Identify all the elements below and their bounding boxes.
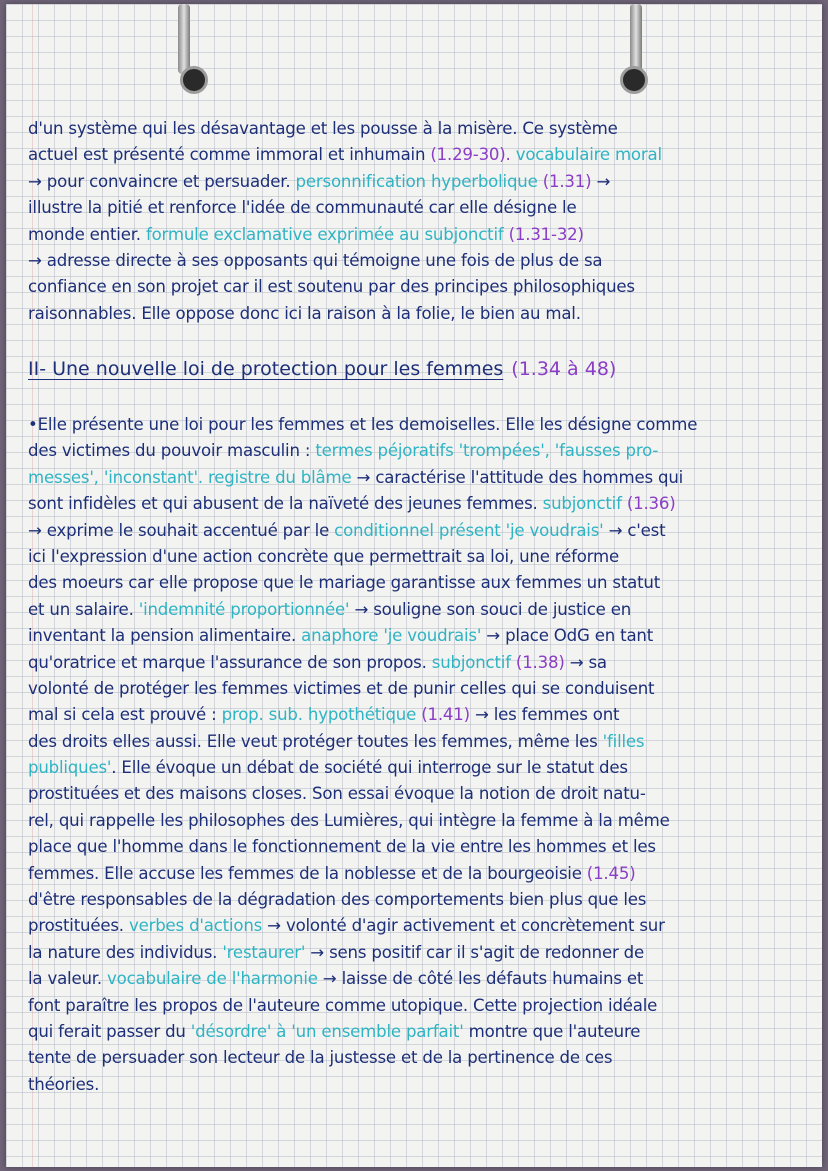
text-line — [28, 702, 820, 728]
text-line — [28, 597, 820, 623]
text-run: → sa — [564, 652, 607, 672]
annotation-run: vocabulaire de l'harmonie — [107, 969, 318, 989]
annotation-run: verbes d'actions — [128, 916, 263, 936]
analysis-paragraph-1 — [28, 116, 820, 327]
text-run: théories. — [28, 1074, 100, 1094]
text-run: → les femmes ont — [469, 705, 620, 725]
text-line — [28, 491, 820, 517]
text-run: → adresse directe à ses opposants qui témoigne une fois de plus de sa — [28, 250, 603, 270]
text-line — [28, 544, 820, 570]
text-run: rel, qui rappelle les philosophes des Lumières, qui intègre la femme à la même — [28, 810, 670, 830]
text-line — [28, 1072, 820, 1098]
annotation-run: publiques' — [28, 758, 112, 778]
text-run: femmes. Elle accuse les femmes de la noblesse et de la bourgeoisie — [28, 863, 587, 883]
line-reference: (1.31) — [542, 171, 592, 191]
text-line — [28, 438, 820, 464]
text-line — [28, 1019, 820, 1045]
text-run: → place OdG en tant — [481, 626, 654, 646]
text-line — [28, 195, 820, 221]
annotation-run: prop. sub. hypothétique — [221, 705, 422, 725]
section-heading-line-ref: (1.34 à 48) — [511, 358, 617, 380]
text-run: la valeur. — [28, 969, 108, 989]
text-line — [28, 729, 820, 755]
text-run: monde entier. — [28, 224, 146, 244]
text-run: inventant la pension alimentaire. — [28, 626, 302, 646]
text-run: illustre la pitié et renforce l'idée de communauté car elle désigne le — [28, 198, 577, 218]
text-run: ici l'expression d'une action concrète que permettrait sa loi, une réforme — [28, 546, 619, 566]
text-run: confiance en son projet car il est soutenu par des principes philosophiques — [28, 277, 635, 297]
text-run: des victimes du pouvoir masculin : — [28, 441, 316, 461]
text-run: la nature des individus. — [28, 942, 223, 962]
text-run: tente de persuader son lecteur de la justesse et de la pertinence de ces — [28, 1048, 613, 1068]
text-run: place que l'homme dans le fonctionnement de la vie entre les hommes et les — [28, 837, 656, 857]
annotation-run: anaphore 'je voudrais' — [301, 626, 482, 646]
text-line — [28, 940, 820, 966]
text-line — [28, 301, 820, 327]
text-line — [28, 993, 820, 1019]
analysis-paragraph-2 — [28, 412, 820, 1098]
text-line — [28, 676, 820, 702]
line-reference: (1.41) — [421, 705, 470, 725]
text-run: → souligne son souci de justice en — [349, 599, 632, 619]
punch-hole-right — [620, 66, 648, 94]
text-line — [28, 222, 820, 248]
notebook-page — [6, 4, 822, 1167]
text-run: prostituées et des maisons closes. Son essai évoque la notion de droit natu- — [28, 784, 646, 804]
text-run: •Elle présente une loi pour les femmes et les demoiselles. Elle les désigne comme — [28, 415, 698, 434]
text-run: font paraître les propos de l'auteure comme utopique. Cette projection idéale — [28, 995, 658, 1015]
annotation-run: subjonctif — [542, 494, 627, 514]
text-run: raisonnables. Elle oppose donc ici la raison à la folie, le bien au mal. — [28, 303, 581, 323]
text-run: → caractérise l'attitude des hommes qui — [351, 467, 684, 487]
binder-ring-right — [630, 4, 642, 74]
text-line — [28, 116, 820, 142]
section-heading-title: II- Une nouvelle loi de protection pour les femmes — [28, 358, 504, 380]
text-run: mal si cela est prouvé : — [28, 705, 222, 725]
text-run: montre que l'auteure — [463, 1021, 641, 1041]
annotation-run: vocabulaire moral — [510, 145, 662, 165]
text-run: prostituées. — [28, 916, 129, 936]
text-run: → volonté d'agir activement et concrètement sur — [262, 916, 665, 936]
text-run: d'un système qui les désavantage et les pousse à la misère. Ce système — [28, 119, 618, 138]
text-line — [28, 1045, 820, 1071]
line-reference: (1.36) — [626, 494, 676, 514]
text-run: actuel est présenté comme immoral et inhumain — [28, 145, 431, 165]
annotation-run: formule exclamative exprimée au subjonctif — [145, 224, 509, 244]
annotation-run: termes péjoratifs 'trompées', 'fausses pro- — [315, 441, 659, 461]
annotation-run: 'indemnité proportionnée' — [138, 599, 350, 619]
text-line — [28, 518, 820, 544]
text-line — [28, 465, 820, 491]
punch-hole-left — [180, 66, 208, 94]
text-run: d'être responsables de la dégradation des comportements bien plus que les — [28, 890, 647, 910]
binder-ring-left — [178, 4, 190, 74]
text-run: → pour convaincre et persuader. — [28, 171, 296, 191]
text-line — [28, 412, 820, 438]
annotation-run: subjonctif — [431, 652, 516, 672]
text-run: → sens positif car il s'agit de redonner de — [305, 942, 644, 962]
text-run: qu'oratrice et marque l'assurance de son propos. — [28, 652, 432, 672]
text-line — [28, 274, 820, 300]
text-line — [28, 570, 820, 596]
text-line — [28, 755, 820, 781]
annotation-run: 'désordre' à 'un ensemble parfait' — [190, 1021, 464, 1041]
line-reference: (1.29-30). — [430, 145, 511, 165]
text-run: volonté de protéger les femmes victimes et de punir celles qui se conduisent — [28, 678, 655, 698]
line-reference: (1.38) — [515, 652, 565, 672]
annotation-run: 'restaurer' — [222, 942, 306, 962]
text-run: des droits elles aussi. Elle veut protéger toutes les femmes, même les — [28, 731, 603, 751]
text-line — [28, 887, 820, 913]
text-line — [28, 248, 820, 274]
text-run: qui ferait passer du — [28, 1021, 191, 1041]
text-run: → laisse de côté les défauts humains et — [317, 969, 644, 989]
text-line — [28, 142, 820, 168]
text-run: → c'est — [603, 520, 666, 540]
annotation-run: messes', 'inconstant'. registre du blâme — [28, 467, 352, 487]
text-run: → exprime le souhait accentué par le — [28, 520, 335, 540]
text-line — [28, 966, 820, 992]
text-run: . Elle évoque un débat de société qui interroge sur le statut des — [111, 758, 628, 778]
text-line — [28, 861, 820, 887]
text-run: des moeurs car elle propose que le mariage garantisse aux femmes un statut — [28, 573, 661, 593]
line-reference: (1.31-32) — [508, 224, 584, 244]
text-line — [28, 913, 820, 939]
text-line — [28, 623, 820, 649]
text-line — [28, 781, 820, 807]
text-run: sont infidèles et qui abusent de la naïveté des jeunes femmes. — [28, 494, 543, 514]
text-line — [28, 808, 820, 834]
annotation-run: conditionnel présent 'je voudrais' — [334, 520, 604, 540]
annotation-run: personnification hyperbolique — [295, 171, 543, 191]
text-run: → — [591, 171, 611, 191]
section-heading — [28, 358, 616, 380]
text-run: et un salaire. — [28, 599, 139, 619]
annotation-run: 'filles — [602, 731, 645, 751]
text-line — [28, 650, 820, 676]
text-line — [28, 169, 820, 195]
line-reference: (1.45) — [586, 863, 636, 883]
text-line — [28, 834, 820, 860]
